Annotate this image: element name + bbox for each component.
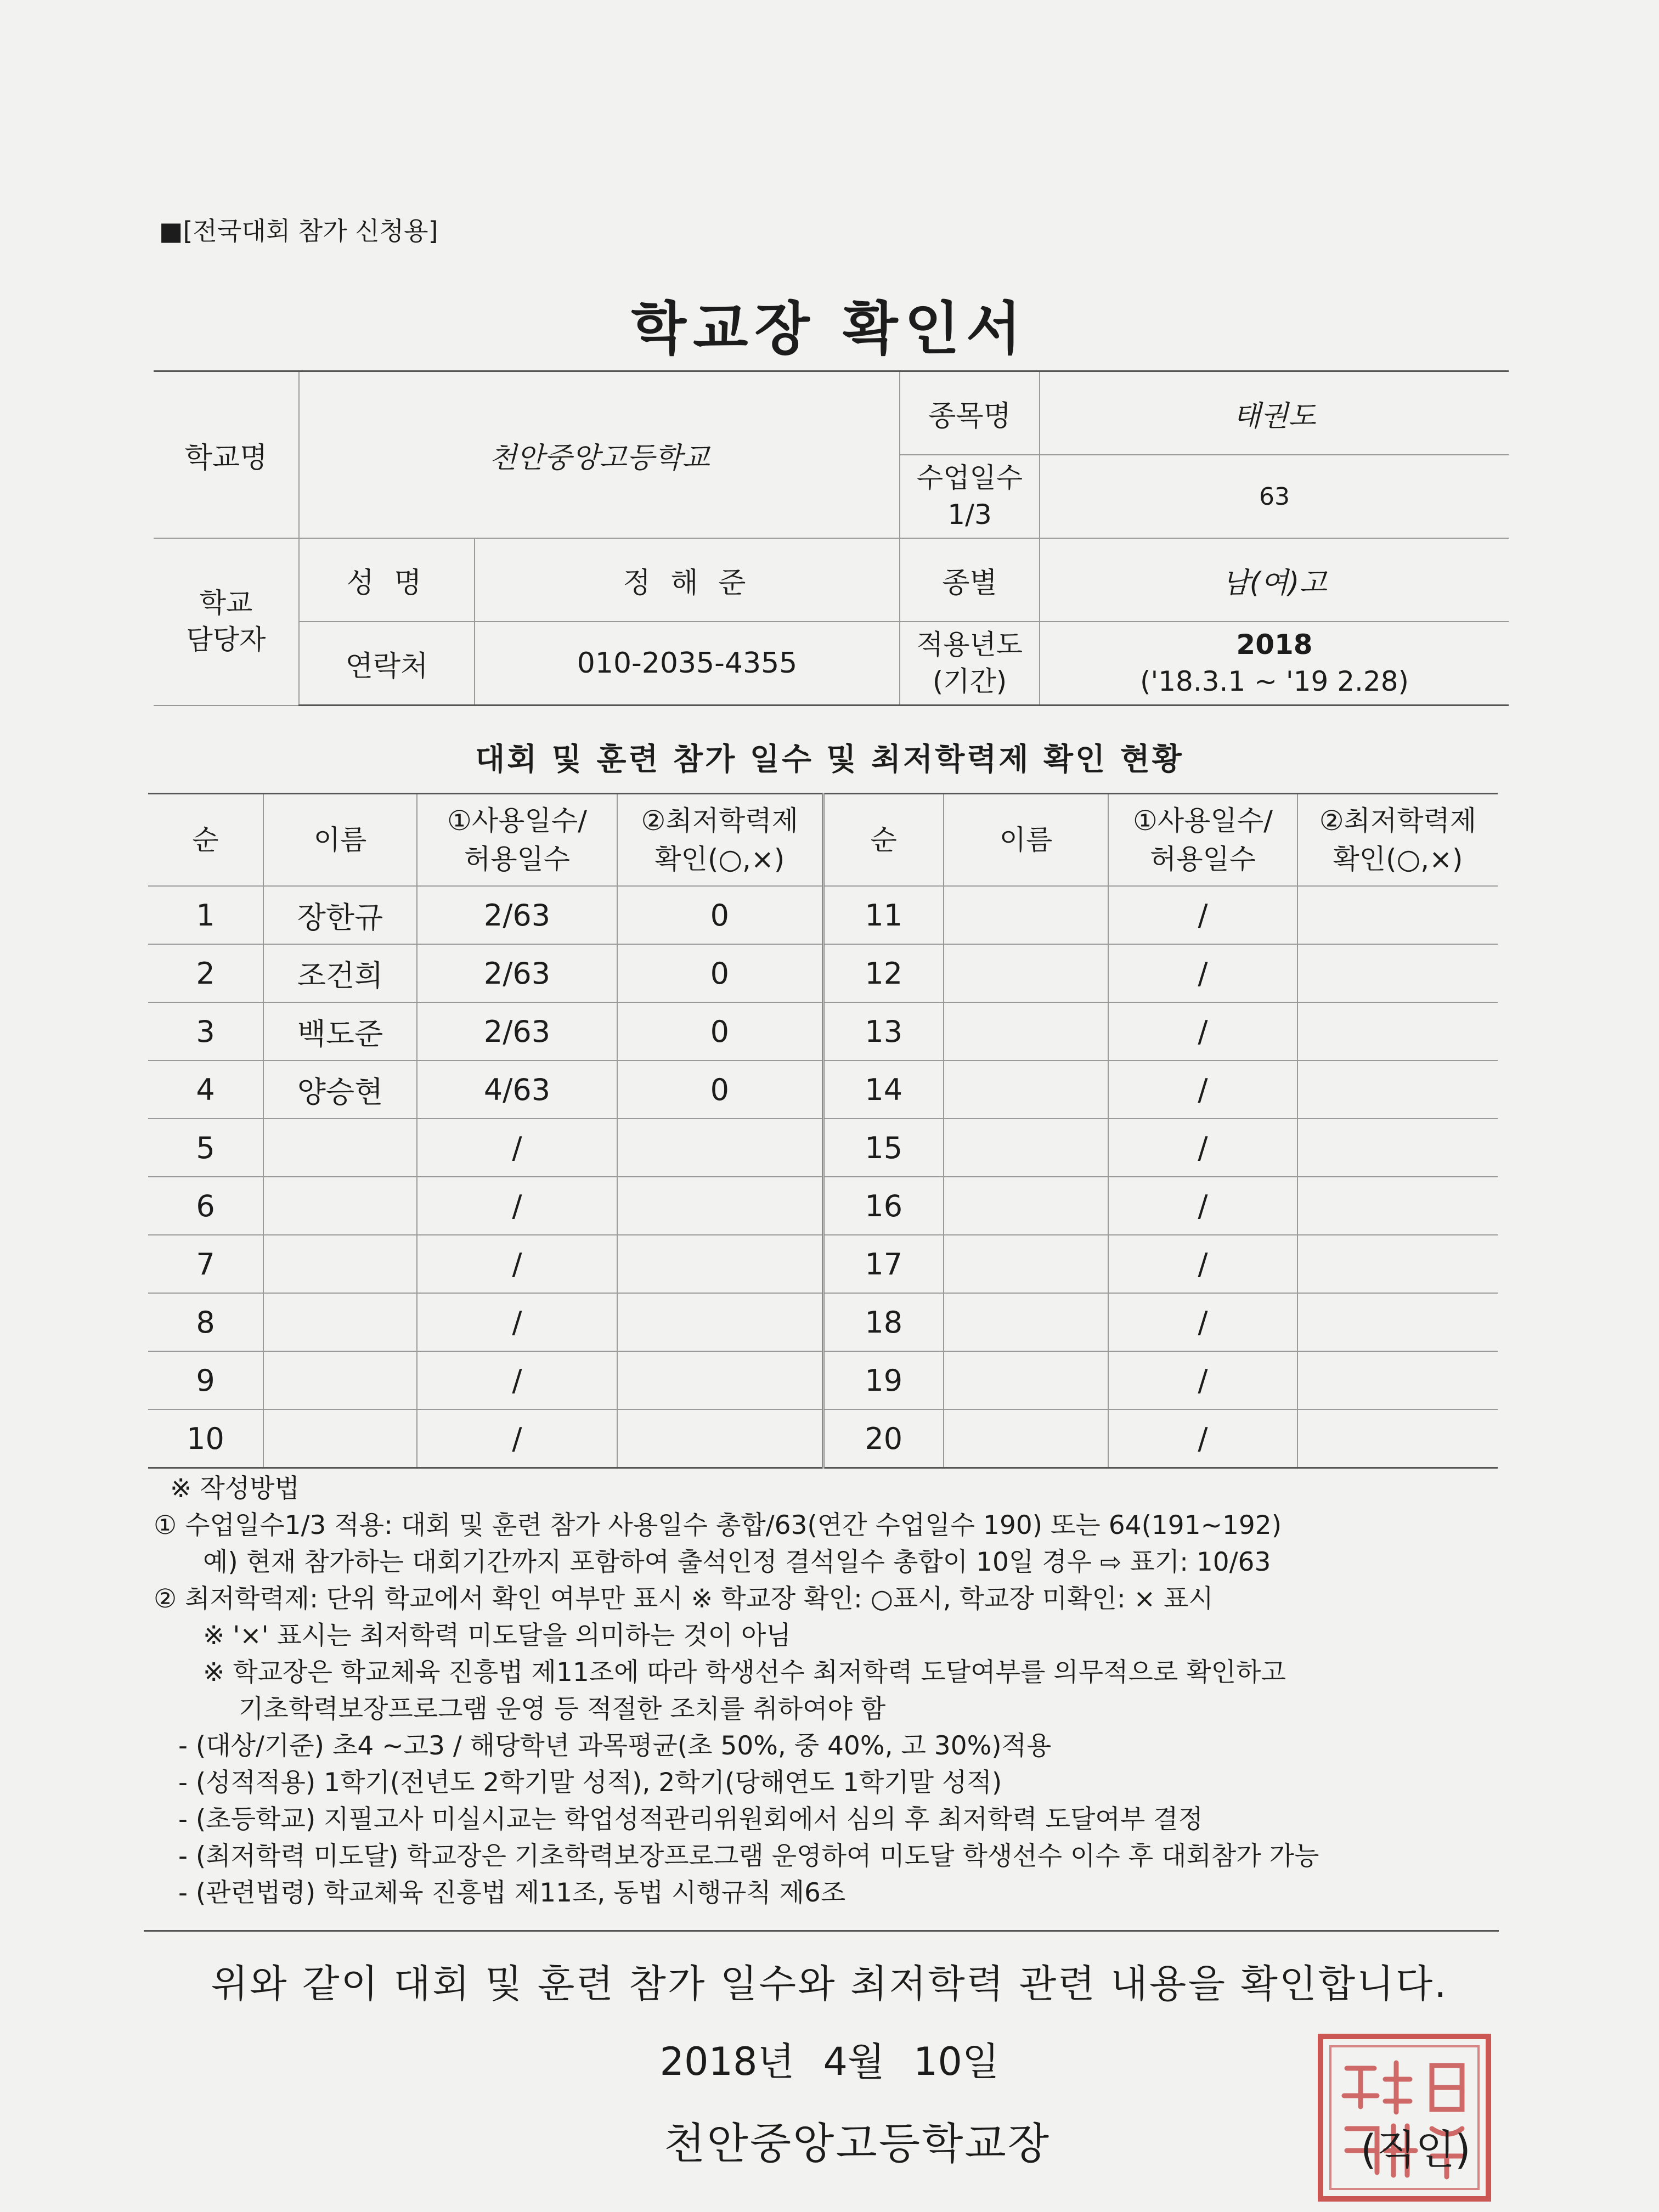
header-used-days: ①사용일수/ 허용일수 bbox=[1108, 794, 1297, 887]
row-number: 8 bbox=[148, 1293, 263, 1351]
info-table bbox=[154, 370, 1509, 706]
min-check bbox=[1297, 1177, 1498, 1235]
document-title: 학교장 확인서 bbox=[631, 295, 1028, 362]
used-days: / bbox=[417, 1119, 617, 1177]
writing-instructions bbox=[154, 1470, 1525, 1911]
days-value: 63 bbox=[1040, 455, 1509, 538]
header-no: 순 bbox=[823, 794, 944, 887]
min-check: 0 bbox=[617, 944, 823, 1002]
contact-value: 010-2035-4355 bbox=[475, 622, 900, 706]
note-4: ※ 학교장은 학교체육 진흥법 제11조에 따라 학생선수 최저학력 도달여부를 의무적으로 확인하고 bbox=[203, 1657, 1286, 1688]
row-number: 17 bbox=[823, 1235, 944, 1293]
table-row bbox=[148, 944, 1498, 1002]
used-days: / bbox=[1108, 1235, 1297, 1293]
principal-name: 천안중앙고등학교장 bbox=[664, 2119, 1051, 2169]
table-row bbox=[148, 1351, 1498, 1409]
used-days: / bbox=[1108, 886, 1297, 944]
student-name bbox=[944, 886, 1108, 944]
row-number: 19 bbox=[823, 1351, 944, 1409]
participation-table bbox=[148, 793, 1498, 1469]
note-1-example: 예) 현재 참가하는 대회기간까지 포함하여 출석인정 결석일수 총합이 10일 경우 ⇨ 표기: 10/63 bbox=[203, 1547, 1271, 1577]
table-header-row bbox=[148, 794, 1498, 887]
used-days: / bbox=[1108, 1177, 1297, 1235]
header-no: 순 bbox=[148, 794, 263, 887]
min-check bbox=[617, 1177, 823, 1235]
table-row bbox=[148, 1002, 1498, 1060]
section-title: 대회 및 훈련 참가 일수 및 최저학력제 확인 현황 bbox=[475, 742, 1184, 777]
min-check bbox=[1297, 1351, 1498, 1409]
used-days: / bbox=[1108, 1060, 1297, 1119]
min-check bbox=[1297, 1409, 1498, 1468]
table-row bbox=[148, 1293, 1498, 1351]
student-name bbox=[944, 1351, 1108, 1409]
student-name: 장한규 bbox=[263, 886, 417, 944]
used-days: 4/63 bbox=[417, 1060, 617, 1119]
student-name bbox=[263, 1409, 417, 1468]
student-name: 조건희 bbox=[263, 944, 417, 1002]
student-name bbox=[944, 1409, 1108, 1468]
min-check bbox=[1297, 1235, 1498, 1293]
min-check: 0 bbox=[617, 1002, 823, 1060]
note-4-cont: 기초학력보장프로그램 운영 등 적절한 조치를 취하여야 함 bbox=[239, 1694, 886, 1724]
days-label: 수업일수 1/3 bbox=[900, 455, 1040, 538]
min-check bbox=[617, 1119, 823, 1177]
row-number: 11 bbox=[823, 886, 944, 944]
min-check bbox=[1297, 1293, 1498, 1351]
note-dash-2: - (성적적용) 1학기(전년도 2학기말 성적), 2학기(당해연도 1학기말 성적) bbox=[178, 1768, 1002, 1798]
note-2: ② 최저학력제: 단위 학교에서 확인 여부만 표시 ※ 학교장 확인: ○표시, 학교장 미확인: × 표시 bbox=[154, 1584, 1214, 1614]
min-check: 0 bbox=[617, 886, 823, 944]
min-check bbox=[617, 1351, 823, 1409]
row-number: 5 bbox=[148, 1119, 263, 1177]
note-dash-5: - (관련법령) 학교체육 진흥법 제11조, 동법 시행규칙 제6조 bbox=[178, 1878, 846, 1908]
school-value: 천안중앙고등학교 bbox=[299, 371, 900, 539]
type-value: 남(여)고 bbox=[1040, 538, 1509, 622]
notes-heading: ※ 작성방법 bbox=[170, 1474, 300, 1504]
note-dash-1: - (대상/기준) 초4 ~고3 / 해당학년 과목평균(초 50%, 중 40%, 고 30%)적용 bbox=[178, 1731, 1052, 1761]
used-days: / bbox=[417, 1293, 617, 1351]
type-label: 종별 bbox=[900, 538, 1040, 622]
student-name bbox=[944, 1235, 1108, 1293]
used-days: / bbox=[417, 1409, 617, 1468]
note-dash-4: - (최저학력 미도달) 학교장은 기초학력보장프로그램 운영하여 미도달 학생선수 이수 후 대회참가 가능 bbox=[178, 1841, 1319, 1871]
row-number: 18 bbox=[823, 1293, 944, 1351]
student-name: 양승현 bbox=[263, 1060, 417, 1119]
min-check bbox=[1297, 1002, 1498, 1060]
min-check bbox=[1297, 886, 1498, 944]
used-days: / bbox=[1108, 1351, 1297, 1409]
divider bbox=[144, 1930, 1499, 1932]
name-value: 정 해 준 bbox=[475, 538, 900, 622]
row-number: 1 bbox=[148, 886, 263, 944]
year-label: 적용년도 (기간) bbox=[900, 622, 1040, 706]
row-number: 10 bbox=[148, 1409, 263, 1468]
row-number: 6 bbox=[148, 1177, 263, 1235]
year-value: 2018 ('18.3.1 ~ '19 2.28) bbox=[1040, 622, 1509, 706]
student-name bbox=[944, 944, 1108, 1002]
sport-value: 태권도 bbox=[1040, 371, 1509, 455]
contact-label: 연락처 bbox=[299, 622, 475, 706]
min-check bbox=[617, 1409, 823, 1468]
table-row bbox=[148, 1409, 1498, 1468]
seal-label: (직인) bbox=[1361, 2126, 1471, 2174]
table-row bbox=[148, 1235, 1498, 1293]
used-days: / bbox=[417, 1177, 617, 1235]
table-row bbox=[148, 886, 1498, 944]
student-name bbox=[263, 1351, 417, 1409]
used-days: / bbox=[1108, 1409, 1297, 1468]
min-check bbox=[617, 1293, 823, 1351]
row-number: 7 bbox=[148, 1235, 263, 1293]
table-row bbox=[148, 1119, 1498, 1177]
note-3: ※ '×' 표시는 최저학력 미도달을 의미하는 것이 아님 bbox=[203, 1621, 791, 1651]
row-number: 20 bbox=[823, 1409, 944, 1468]
used-days: 2/63 bbox=[417, 944, 617, 1002]
sport-label: 종목명 bbox=[900, 371, 1040, 455]
used-days: / bbox=[417, 1351, 617, 1409]
used-days: / bbox=[1108, 944, 1297, 1002]
used-days: 2/63 bbox=[417, 1002, 617, 1060]
min-check bbox=[1297, 1060, 1498, 1119]
document-tag: ■[전국대회 참가 신청용] bbox=[159, 216, 438, 246]
staff-label: 학교 담당자 bbox=[154, 538, 299, 706]
student-name bbox=[263, 1119, 417, 1177]
header-used-days: ①사용일수/ 허용일수 bbox=[417, 794, 617, 887]
note-1: ① 수업일수1/3 적용: 대회 및 훈련 참가 사용일수 총합/63(연간 수업일수 190) 또는 64(191~192) bbox=[154, 1510, 1282, 1541]
used-days: / bbox=[417, 1235, 617, 1293]
header-min-check: ②최저학력제 확인(○,×) bbox=[617, 794, 823, 887]
used-days: / bbox=[1108, 1119, 1297, 1177]
row-number: 4 bbox=[148, 1060, 263, 1119]
student-name bbox=[263, 1293, 417, 1351]
row-number: 14 bbox=[823, 1060, 944, 1119]
used-days: 2/63 bbox=[417, 886, 617, 944]
row-number: 15 bbox=[823, 1119, 944, 1177]
table-row bbox=[148, 1177, 1498, 1235]
student-name: 백도준 bbox=[263, 1002, 417, 1060]
issue-date: 2018년 4월 10일 bbox=[659, 2039, 1000, 2084]
min-check bbox=[617, 1235, 823, 1293]
school-label: 학교명 bbox=[154, 371, 299, 539]
confirmation-text: 위와 같이 대회 및 훈련 참가 일수와 최저학력 관련 내용을 확인합니다. bbox=[211, 1961, 1448, 2006]
student-name bbox=[944, 1293, 1108, 1351]
student-name bbox=[944, 1002, 1108, 1060]
table-row bbox=[148, 1060, 1498, 1119]
student-name bbox=[263, 1177, 417, 1235]
note-dash-3: - (초등학교) 지필고사 미실시교는 학업성적관리위원회에서 심의 후 최저학력 도달여부 결정 bbox=[178, 1804, 1203, 1835]
student-name bbox=[263, 1235, 417, 1293]
row-number: 16 bbox=[823, 1177, 944, 1235]
min-check bbox=[1297, 1119, 1498, 1177]
header-min-check: ②최저학력제 확인(○,×) bbox=[1297, 794, 1498, 887]
used-days: / bbox=[1108, 1002, 1297, 1060]
used-days: / bbox=[1108, 1293, 1297, 1351]
row-number: 9 bbox=[148, 1351, 263, 1409]
row-number: 13 bbox=[823, 1002, 944, 1060]
row-number: 12 bbox=[823, 944, 944, 1002]
student-name bbox=[944, 1060, 1108, 1119]
student-name bbox=[944, 1119, 1108, 1177]
min-check bbox=[1297, 944, 1498, 1002]
min-check: 0 bbox=[617, 1060, 823, 1119]
row-number: 2 bbox=[148, 944, 263, 1002]
header-name: 이름 bbox=[944, 794, 1108, 887]
row-number: 3 bbox=[148, 1002, 263, 1060]
header-name: 이름 bbox=[263, 794, 417, 887]
student-name bbox=[944, 1177, 1108, 1235]
name-label: 성 명 bbox=[299, 538, 475, 622]
